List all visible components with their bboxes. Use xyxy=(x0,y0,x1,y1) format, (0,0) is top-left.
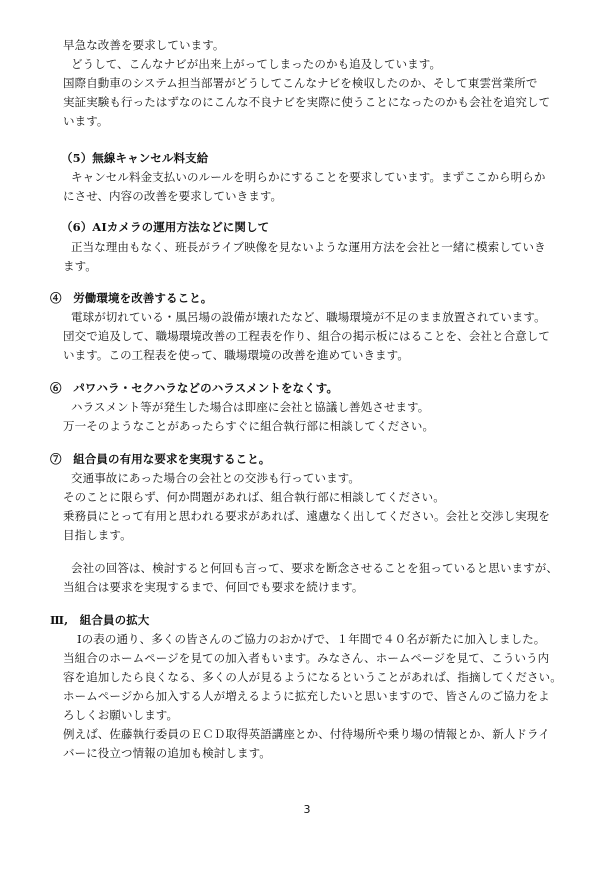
text-line: にさせ、内容の改善を要求していきます。 xyxy=(63,189,283,203)
section-heading: ④ 労働環境を改善すること。 xyxy=(50,291,213,305)
text-line: 万一そのようなことがあったらすぐに組合執行部に相談してください。 xyxy=(63,419,435,433)
text-line: 団交で追及して、職場環境改善の工程表を作り、組合の掲示板にはることを、会社と合意して xyxy=(63,329,550,343)
text-line: どうして、こんなナビが出来上がってしまったのかも追及しています。 xyxy=(71,57,442,71)
text-line: 電球が切れている・風呂場の設備が壊れたなど、職場環境が不足のまま放置されています。 xyxy=(71,310,546,324)
text-line: 目指します。 xyxy=(63,528,132,542)
text-line: 実証実験も行ったはずなのにこんな不良ナビを実際に使うことになったのかも会社を追究して xyxy=(63,95,551,109)
text-line: バーに役立つ情報の追加も検討します。 xyxy=(63,746,271,760)
text-line: ハラスメント等が発生した場合は即座に会社と協議し善処させます。 xyxy=(71,400,430,414)
text-line: 国際自動車のシステム担当部署がどうしてこんなナビを検収したのか、そして東雲営業所で xyxy=(63,76,538,90)
page-number: 3 xyxy=(303,803,311,816)
text-line: 当組合は要求を実現するまで、何回でも要求を続けます。 xyxy=(63,580,364,594)
text-line: 早急な改善を要求しています。 xyxy=(63,38,225,52)
text-line: 正当な理由もなく、班長がライブ映像を見ないような運用方法を会社と一緒に模索していき xyxy=(71,240,546,254)
section-heading: （6）AIカメラの運用方法などに関して xyxy=(61,220,270,234)
text-line: そのことに限らず、何か問題があれば、組合執行部に相談してください。 xyxy=(63,490,445,504)
text-line: 乗務員にとって有用と思われる要求があれば、遠慮なく出してください。会社と交渉し実現を xyxy=(63,509,550,523)
text-line: います。この工程表を使って、職場環境の改善を進めていきます。 xyxy=(63,348,409,362)
text-line: 交通事故にあった場合の会社との交渉も行っています。 xyxy=(71,471,360,485)
text-line: 例えば、佐藤執行委員のＥＣＤ取得英語講座とか、付待場所や乗り場の情報とか、新人ドライ xyxy=(63,727,550,741)
section-heading: ⑥ パワハラ・セクハラなどのハラスメントをなくす。 xyxy=(50,381,339,395)
text-line: 当組合のホームページを見ての加入者もいます。みなさん、ホームページを見て、こういう内 xyxy=(63,651,550,665)
text-line: Ⅰの表の通り、多くの皆さんのご協力のおかげで、１年間で４０名が新たに加入しました。 xyxy=(77,632,546,646)
section-heading: Ⅲ, 組合員の拡大 xyxy=(50,613,150,627)
text-line: ホームページから加入する人が増えるように拡充したいと思いますので、皆さんのご協力をよ xyxy=(63,689,550,703)
section-heading: ⑦ 組合員の有用な要求を実現すること。 xyxy=(50,452,271,466)
section-heading: （5）無線キャンセル料支給 xyxy=(61,151,209,165)
text-line: ます。 xyxy=(63,259,97,273)
text-line: キャンセル料金支払いのルールを明らかにすることを要求しています。まずここから明らか xyxy=(71,170,546,184)
text-line: 会社の回答は、検討すると何回も言って、要求を断念させることを狙っていると思いますが、 xyxy=(71,561,558,575)
text-line: 容を追加したら良くなる、多くの人が見るようになるということがあれば、指摘してください。 xyxy=(63,670,562,684)
text-line: います。 xyxy=(63,114,109,128)
text-line: ろしくお願いします。 xyxy=(63,708,179,722)
